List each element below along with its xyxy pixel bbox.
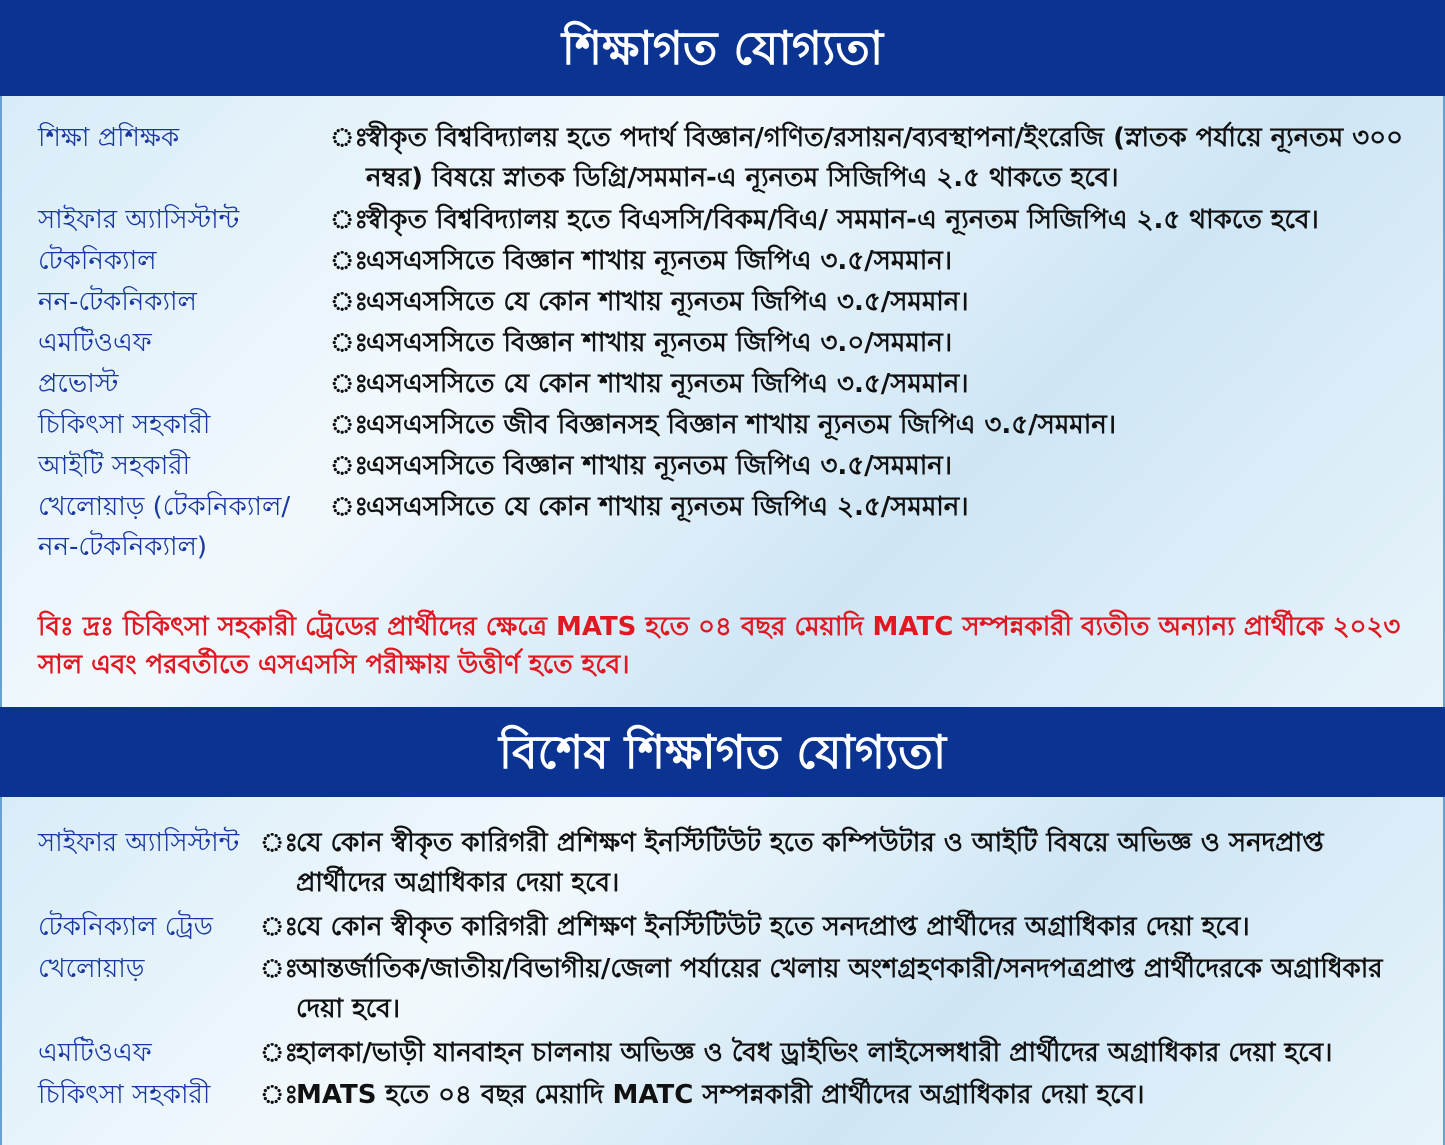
requirement-text: হালকা/ভাড়ী যানবাহন চালনায় অভিজ্ঞ ও বৈধ ড্রাইভিং লাইসেন্সধারী প্রার্থীদের অগ্রাধিকার দেয়া হবে। bbox=[296, 1038, 1333, 1068]
trade-label: খেলোয়াড় (টেকনিক্যাল/ নন-টেকনিক্যাল) bbox=[38, 492, 291, 562]
qualification-row bbox=[38, 1033, 1413, 1073]
trade-label: সাইফার অ্যাসিস্টান্ট bbox=[38, 828, 240, 858]
requirement-text: এসএসসিতে বিজ্ঞান শাখায় ন্যূনতম জিপিএ ৩.০/সমমান। bbox=[366, 328, 953, 358]
requirement-text: যে কোন স্বীকৃত কারিগরী প্রশিক্ষণ ইনস্টিটিউট হতে সনদপ্রাপ্ত প্রার্থীদের অগ্রাধিকার দেয়া হবে। bbox=[296, 912, 1250, 942]
section-title-educational-qualification bbox=[0, 0, 1445, 96]
requirement-text: এসএসসিতে যে কোন শাখায় ন্যূনতম জিপিএ ৩.৫/সমমান। bbox=[366, 287, 969, 317]
qualification-row bbox=[38, 446, 1413, 486]
separator: ঃ bbox=[260, 1080, 299, 1110]
trade-label: এমটিওএফ bbox=[38, 1038, 152, 1068]
qualification-row bbox=[38, 323, 1413, 363]
separator: ঃ bbox=[330, 287, 369, 317]
qualification-row bbox=[38, 1075, 1413, 1115]
requirement-text: স্বীকৃত বিশ্ববিদ্যালয় হতে বিএসসি/বিকম/বিএ/ সমমান-এ ন্যূনতম সিজিপিএ ২.৫ থাকতে হবে। bbox=[366, 205, 1319, 235]
section-title-text: বিশেষ শিক্ষাগত যোগ্যতা bbox=[498, 725, 947, 779]
trade-label: খেলোয়াড় bbox=[38, 954, 145, 984]
separator: ঃ bbox=[260, 828, 299, 858]
qualification-row bbox=[38, 949, 1413, 1029]
qualification-row bbox=[38, 118, 1413, 198]
trade-label: সাইফার অ্যাসিস্টান্ট bbox=[38, 205, 240, 235]
qualification-row bbox=[38, 364, 1413, 404]
trade-label: টেকনিক্যাল ট্রেড bbox=[38, 912, 213, 942]
trade-label: চিকিৎসা সহকারী bbox=[38, 410, 211, 440]
trade-label: চিকিৎসা সহকারী bbox=[38, 1080, 211, 1110]
separator: ঃ bbox=[330, 492, 369, 522]
separator: ঃ bbox=[330, 328, 369, 358]
qualification-row bbox=[38, 282, 1413, 322]
qualification-row bbox=[38, 241, 1413, 281]
trade-label: নন-টেকনিক্যাল bbox=[38, 287, 197, 317]
requirement-text: MATS হতে ০৪ বছর মেয়াদি MATC সম্পন্নকারী প্রার্থীদের অগ্রাধিকার দেয়া হবে। bbox=[296, 1080, 1145, 1110]
requirement-text: এসএসসিতে জীব বিজ্ঞানসহ বিজ্ঞান শাখায় ন্যূনতম জিপিএ ৩.৫/সমমান। bbox=[366, 410, 1117, 440]
separator: ঃ bbox=[330, 451, 369, 481]
educational-qualification-panel bbox=[0, 96, 1445, 707]
section-title-special-qualification bbox=[0, 707, 1445, 797]
requirement-text: এসএসসিতে বিজ্ঞান শাখায় ন্যূনতম জিপিএ ৩.৫/সমমান। bbox=[366, 451, 953, 481]
qualification-row bbox=[38, 487, 1413, 567]
qualification-row bbox=[38, 823, 1413, 903]
qualification-row bbox=[38, 907, 1413, 947]
qualification-row bbox=[38, 200, 1413, 240]
trade-label: আইটি সহকারী bbox=[38, 451, 191, 481]
separator: ঃ bbox=[330, 369, 369, 399]
section-title-text: শিক্ষাগত যোগ্যতা bbox=[561, 21, 884, 75]
separator: ঃ bbox=[260, 1038, 299, 1068]
requirement-text: আন্তর্জাতিক/জাতীয়/বিভাগীয়/জেলা পর্যায়ের খেলায় অংশগ্রহণকারী/সনদপত্রপ্রাপ্ত প্রার্থীদেরকে অগ্রাধিকার দেয়া হবে। bbox=[296, 954, 1383, 1024]
trade-label: টেকনিক্যাল bbox=[38, 246, 157, 276]
trade-label: শিক্ষা প্রশিক্ষক bbox=[38, 123, 180, 153]
requirement-text: এসএসসিতে যে কোন শাখায় ন্যূনতম জিপিএ ৩.৫/সমমান। bbox=[366, 369, 969, 399]
qualification-row bbox=[38, 405, 1413, 445]
separator: ঃ bbox=[330, 246, 369, 276]
separator: ঃ bbox=[260, 912, 299, 942]
requirement-text: এসএসসিতে যে কোন শাখায় ন্যূনতম জিপিএ ২.৫/সমমান। bbox=[366, 492, 969, 522]
separator: ঃ bbox=[330, 205, 369, 235]
requirement-text: যে কোন স্বীকৃত কারিগরী প্রশিক্ষণ ইনস্টিটিউট হতে কম্পিউটার ও আইটি বিষয়ে অভিজ্ঞ ও সনদপ্রাপ্ত প্রার্থীদের অগ্রাধিকার দেয়া হবে। bbox=[296, 828, 1324, 898]
separator: ঃ bbox=[330, 410, 369, 440]
separator: ঃ bbox=[330, 123, 369, 153]
special-qualification-panel bbox=[0, 797, 1445, 1145]
requirement-text: স্বীকৃত বিশ্ববিদ্যালয় হতে পদার্থ বিজ্ঞান/গণিত/রসায়ন/ব্যবস্থাপনা/ইংরেজি (স্নাতক পর্যায়ে ন্যূনতম ৩০০ নম্বর) বিষয়ে স্নাতক ডিগ্রি/সমমান-এ ন্যূনতম সিজিপিএ ২.৫ থাকতে হবে। bbox=[366, 123, 1404, 193]
trade-label: প্রভোস্ট bbox=[38, 369, 119, 399]
separator: ঃ bbox=[260, 954, 299, 984]
requirement-text: এসএসসিতে বিজ্ঞান শাখায় ন্যূনতম জিপিএ ৩.৫/সমমান। bbox=[366, 246, 953, 276]
trade-label: এমটিওএফ bbox=[38, 328, 152, 358]
note-text: বিঃ দ্রঃ চিকিৎসা সহকারী ট্রেডের প্রার্থীদের ক্ষেত্রে MATS হতে ০৪ বছর মেয়াদি MATC সম্পন্নকারী ব্যতীত অন্যান্য প্রার্থীকে ২০২৩ সাল এবং পরবর্তীতে এসএসসি পরীক্ষায় উত্তীর্ণ হতে হবে। bbox=[38, 612, 1401, 680]
